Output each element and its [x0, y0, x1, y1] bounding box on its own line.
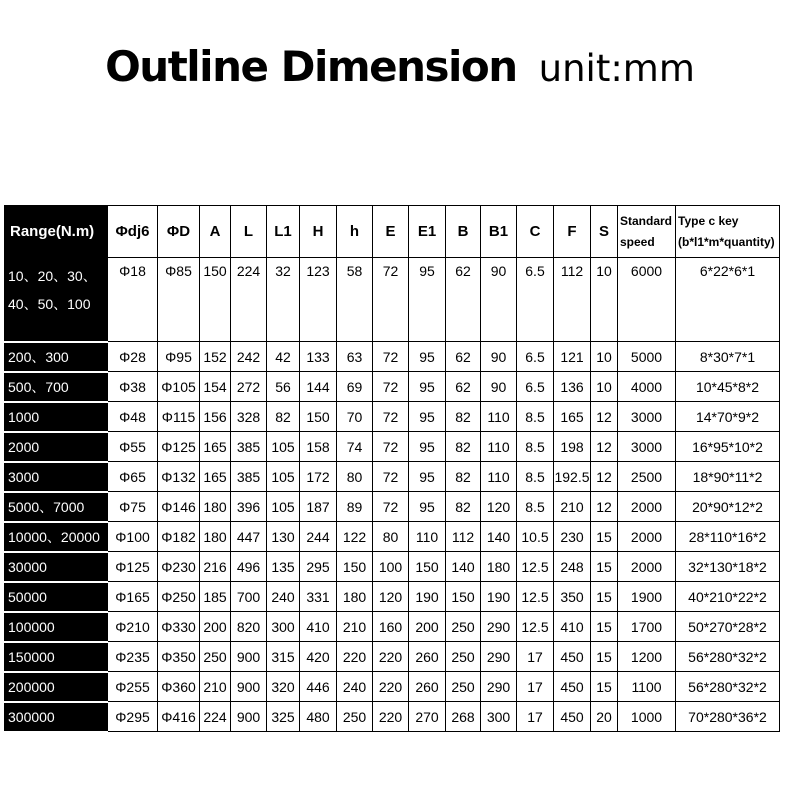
- table-cell: 216: [200, 552, 231, 582]
- table-cell: 165: [200, 432, 231, 462]
- table-cell: 165: [200, 462, 231, 492]
- table-cell: 410: [300, 612, 337, 642]
- header-cell: A: [200, 206, 231, 258]
- table-cell: 82: [446, 492, 481, 522]
- dimension-table: [4, 205, 780, 733]
- table-cell: 10: [591, 342, 618, 372]
- table-cell: 6000: [618, 258, 676, 342]
- table-cell: 112: [446, 522, 481, 552]
- table-cell: 56*280*32*2: [676, 642, 780, 672]
- table-cell: 328: [231, 402, 267, 432]
- table-cell: 260: [409, 672, 446, 702]
- table-cell: 72: [373, 372, 409, 402]
- table-cell: 100: [373, 552, 409, 582]
- table-cell: 2000: [618, 552, 676, 582]
- table-cell: 80: [373, 522, 409, 552]
- table-cell: 110: [481, 462, 517, 492]
- table-cell: 8.5: [517, 402, 554, 432]
- range-cell: 200、300: [5, 342, 108, 372]
- range-cell: 500、700: [5, 372, 108, 402]
- table-cell: 15: [591, 522, 618, 552]
- table-cell: 12: [591, 402, 618, 432]
- table-cell: 6.5: [517, 342, 554, 372]
- header-cell: B1: [481, 206, 517, 258]
- table-cell: 700: [231, 582, 267, 612]
- table-cell: 820: [231, 612, 267, 642]
- range-cell: 5000、7000: [5, 492, 108, 522]
- table-cell: 136: [554, 372, 591, 402]
- table-row: [5, 702, 780, 732]
- table-cell: 268: [446, 702, 481, 732]
- table-cell: 8.5: [517, 432, 554, 462]
- table-cell: 120: [373, 582, 409, 612]
- header-cell: E1: [409, 206, 446, 258]
- table-cell: Φ115: [158, 402, 200, 432]
- table-cell: 17: [517, 702, 554, 732]
- table-cell: 140: [481, 522, 517, 552]
- table-cell: 295: [300, 552, 337, 582]
- table-cell: 90: [481, 342, 517, 372]
- header-cell: L: [231, 206, 267, 258]
- header-cell: ΦD: [158, 206, 200, 258]
- table-cell: 10: [591, 372, 618, 402]
- table-cell: 15: [591, 552, 618, 582]
- table-cell: 185: [200, 582, 231, 612]
- table-cell: 8.5: [517, 462, 554, 492]
- table-cell: 240: [267, 582, 300, 612]
- header-cell: B: [446, 206, 481, 258]
- table-cell: 8*30*7*1: [676, 342, 780, 372]
- table-cell: 82: [267, 402, 300, 432]
- table-cell: 95: [409, 432, 446, 462]
- table-cell: 69: [337, 372, 373, 402]
- table-cell: 58: [337, 258, 373, 342]
- table-cell: 165: [554, 402, 591, 432]
- table-cell: 15: [591, 612, 618, 642]
- table-cell: 72: [373, 402, 409, 432]
- table-cell: 10.5: [517, 522, 554, 552]
- header-speed-line1: Standard: [620, 213, 673, 228]
- table-cell: 150: [409, 552, 446, 582]
- table-row: [5, 462, 780, 492]
- table-cell: 12: [591, 492, 618, 522]
- table-cell: 80: [337, 462, 373, 492]
- table-cell: 32: [267, 258, 300, 342]
- header-cell: S: [591, 206, 618, 258]
- table-cell: Φ55: [108, 432, 158, 462]
- table-cell: Φ132: [158, 462, 200, 492]
- table-cell: 72: [373, 462, 409, 492]
- table-cell: 158: [300, 432, 337, 462]
- table-body: [5, 258, 780, 732]
- table-cell: 105: [267, 492, 300, 522]
- table-cell: 220: [337, 642, 373, 672]
- table-cell: Φ165: [108, 582, 158, 612]
- table-cell: 12.5: [517, 552, 554, 582]
- table-cell: 350: [554, 582, 591, 612]
- table-cell: 420: [300, 642, 337, 672]
- table-cell: 150: [200, 258, 231, 342]
- table-cell: 210: [337, 612, 373, 642]
- table-cell: 17: [517, 672, 554, 702]
- table-cell: 12.5: [517, 582, 554, 612]
- table-row: [5, 582, 780, 612]
- table-cell: 6*22*6*1: [676, 258, 780, 342]
- table-cell: 331: [300, 582, 337, 612]
- table-cell: 6.5: [517, 258, 554, 342]
- table-cell: 290: [481, 672, 517, 702]
- table-cell: Φ95: [158, 342, 200, 372]
- table-cell: 190: [481, 582, 517, 612]
- table-cell: 446: [300, 672, 337, 702]
- table-cell: 385: [231, 432, 267, 462]
- table-cell: Φ210: [108, 612, 158, 642]
- table-cell: 900: [231, 642, 267, 672]
- table-cell: 160: [373, 612, 409, 642]
- table-cell: 63: [337, 342, 373, 372]
- table-cell: 300: [267, 612, 300, 642]
- table-cell: 17: [517, 642, 554, 672]
- table-cell: 325: [267, 702, 300, 732]
- header-cell: E: [373, 206, 409, 258]
- table-cell: 496: [231, 552, 267, 582]
- table-cell: Φ235: [108, 642, 158, 672]
- table-cell: Φ360: [158, 672, 200, 702]
- table-cell: 230: [554, 522, 591, 552]
- table-cell: 82: [446, 462, 481, 492]
- table-cell: 210: [200, 672, 231, 702]
- table-cell: 12: [591, 462, 618, 492]
- table-cell: 156: [200, 402, 231, 432]
- table-cell: 450: [554, 702, 591, 732]
- table-cell: 2000: [618, 522, 676, 552]
- table-cell: Φ48: [108, 402, 158, 432]
- table-cell: Φ330: [158, 612, 200, 642]
- header-key-line2: (b*l1*m*quantity): [678, 234, 775, 249]
- table-cell: 70: [337, 402, 373, 432]
- table-cell: Φ65: [108, 462, 158, 492]
- table-cell: 32*130*18*2: [676, 552, 780, 582]
- table-cell: 250: [446, 642, 481, 672]
- table-cell: 89: [337, 492, 373, 522]
- table-cell: 150: [300, 402, 337, 432]
- header-cell: H: [300, 206, 337, 258]
- table-cell: 220: [373, 642, 409, 672]
- range-cell: 50000: [5, 582, 108, 612]
- table-cell: 154: [200, 372, 231, 402]
- table-cell: 172: [300, 462, 337, 492]
- table-cell: 28*110*16*2: [676, 522, 780, 552]
- table-cell: 50*270*28*2: [676, 612, 780, 642]
- table-cell: Φ350: [158, 642, 200, 672]
- table-cell: 62: [446, 372, 481, 402]
- table-cell: 62: [446, 258, 481, 342]
- table-cell: 14*70*9*2: [676, 402, 780, 432]
- table-cell: 12.5: [517, 612, 554, 642]
- table-cell: 447: [231, 522, 267, 552]
- table-cell: 250: [337, 702, 373, 732]
- table-cell: 2000: [618, 492, 676, 522]
- table-cell: 250: [200, 642, 231, 672]
- header-cell: h: [337, 206, 373, 258]
- table-cell: 244: [300, 522, 337, 552]
- table-cell: 15: [591, 672, 618, 702]
- header-range: Range(N.m): [5, 206, 108, 258]
- table-cell: 42: [267, 342, 300, 372]
- table-row: [5, 552, 780, 582]
- table-cell: 224: [200, 702, 231, 732]
- table-cell: 150: [337, 552, 373, 582]
- range-cell: 150000: [5, 642, 108, 672]
- table-cell: 242: [231, 342, 267, 372]
- table-cell: 110: [481, 432, 517, 462]
- table-cell: 90: [481, 372, 517, 402]
- page-title: [0, 42, 800, 91]
- table-row: [5, 492, 780, 522]
- table-cell: 72: [373, 258, 409, 342]
- table-cell: 6.5: [517, 372, 554, 402]
- table-cell: 270: [409, 702, 446, 732]
- table-cell: 272: [231, 372, 267, 402]
- table-cell: 16*95*10*2: [676, 432, 780, 462]
- range-cell: 300000: [5, 702, 108, 732]
- range-cell: 10、20、30、40、50、100: [5, 258, 108, 342]
- header-key-line1: Type c key: [678, 213, 739, 228]
- table-cell: 250: [446, 612, 481, 642]
- table-cell: Φ295: [108, 702, 158, 732]
- table-row: [5, 432, 780, 462]
- table-cell: 450: [554, 672, 591, 702]
- table-cell: 900: [231, 702, 267, 732]
- table-cell: 72: [373, 492, 409, 522]
- table-cell: 900: [231, 672, 267, 702]
- table-cell: 320: [267, 672, 300, 702]
- table-cell: 385: [231, 462, 267, 492]
- table-cell: 82: [446, 402, 481, 432]
- unit-label: unit:mm: [538, 47, 695, 90]
- table-cell: 40*210*22*2: [676, 582, 780, 612]
- table-cell: 74: [337, 432, 373, 462]
- table-cell: 95: [409, 402, 446, 432]
- table-cell: 1200: [618, 642, 676, 672]
- table-cell: 133: [300, 342, 337, 372]
- table-cell: 140: [446, 552, 481, 582]
- table-cell: 95: [409, 462, 446, 492]
- table-cell: 248: [554, 552, 591, 582]
- table-cell: 70*280*36*2: [676, 702, 780, 732]
- table-cell: 130: [267, 522, 300, 552]
- table-cell: 190: [409, 582, 446, 612]
- table-cell: 20*90*12*2: [676, 492, 780, 522]
- table-row: [5, 258, 780, 342]
- table-cell: 315: [267, 642, 300, 672]
- table-cell: 152: [200, 342, 231, 372]
- table-cell: 95: [409, 492, 446, 522]
- range-cell: 1000: [5, 402, 108, 432]
- table-cell: 72: [373, 342, 409, 372]
- table-row: [5, 522, 780, 552]
- table-cell: Φ146: [158, 492, 200, 522]
- table-cell: 240: [337, 672, 373, 702]
- table-cell: 224: [231, 258, 267, 342]
- table-cell: 122: [337, 522, 373, 552]
- header-cell: L1: [267, 206, 300, 258]
- table-cell: Φ38: [108, 372, 158, 402]
- table-cell: 200: [200, 612, 231, 642]
- table-row: [5, 342, 780, 372]
- table-cell: 95: [409, 342, 446, 372]
- header-cell: Φdj6: [108, 206, 158, 258]
- table-cell: Φ255: [108, 672, 158, 702]
- table-row: [5, 612, 780, 642]
- table-cell: 15: [591, 582, 618, 612]
- header-row: [5, 206, 780, 258]
- table-cell: 8.5: [517, 492, 554, 522]
- table-cell: 260: [409, 642, 446, 672]
- table-cell: 56: [267, 372, 300, 402]
- range-cell: 3000: [5, 462, 108, 492]
- table-cell: 56*280*32*2: [676, 672, 780, 702]
- table-cell: 110: [481, 402, 517, 432]
- table-cell: Φ125: [108, 552, 158, 582]
- range-cell: 2000: [5, 432, 108, 462]
- table-cell: 95: [409, 372, 446, 402]
- table-cell: 15: [591, 642, 618, 672]
- table-row: [5, 402, 780, 432]
- table-cell: 396: [231, 492, 267, 522]
- table-cell: 290: [481, 642, 517, 672]
- table-cell: 18*90*11*2: [676, 462, 780, 492]
- table-cell: 110: [409, 522, 446, 552]
- table-cell: 20: [591, 702, 618, 732]
- table-cell: 200: [409, 612, 446, 642]
- table-cell: 120: [481, 492, 517, 522]
- table-cell: Φ416: [158, 702, 200, 732]
- table-cell: Φ18: [108, 258, 158, 342]
- table-cell: Φ100: [108, 522, 158, 552]
- table-cell: 180: [337, 582, 373, 612]
- table-cell: 150: [446, 582, 481, 612]
- table-cell: Φ85: [158, 258, 200, 342]
- table-cell: 144: [300, 372, 337, 402]
- table-cell: 112: [554, 258, 591, 342]
- table-cell: 95: [409, 258, 446, 342]
- table-cell: 10*45*8*2: [676, 372, 780, 402]
- table-cell: 62: [446, 342, 481, 372]
- table-cell: 72: [373, 432, 409, 462]
- table-cell: 1100: [618, 672, 676, 702]
- table-cell: 198: [554, 432, 591, 462]
- table-cell: 5000: [618, 342, 676, 372]
- table-cell: 3000: [618, 402, 676, 432]
- table-cell: 2500: [618, 462, 676, 492]
- table-cell: 4000: [618, 372, 676, 402]
- table-row: [5, 372, 780, 402]
- table-cell: 82: [446, 432, 481, 462]
- header-speed-line2: speed: [620, 234, 655, 249]
- table-cell: 1700: [618, 612, 676, 642]
- table-cell: 3000: [618, 432, 676, 462]
- title-text: Outline Dimension: [105, 42, 517, 91]
- range-cell: 100000: [5, 612, 108, 642]
- table-cell: 1900: [618, 582, 676, 612]
- header-key: [676, 206, 780, 258]
- table-cell: 300: [481, 702, 517, 732]
- table-cell: 480: [300, 702, 337, 732]
- table-cell: 410: [554, 612, 591, 642]
- table-cell: 180: [200, 492, 231, 522]
- table-cell: 123: [300, 258, 337, 342]
- table-row: [5, 642, 780, 672]
- range-cell: 200000: [5, 672, 108, 702]
- table-cell: 105: [267, 432, 300, 462]
- table-cell: 180: [200, 522, 231, 552]
- table-cell: 10: [591, 258, 618, 342]
- table-cell: 250: [446, 672, 481, 702]
- table-cell: 187: [300, 492, 337, 522]
- table-cell: 90: [481, 258, 517, 342]
- table-cell: 12: [591, 432, 618, 462]
- header-cell: C: [517, 206, 554, 258]
- table-cell: 210: [554, 492, 591, 522]
- table-cell: Φ182: [158, 522, 200, 552]
- range-cell: 30000: [5, 552, 108, 582]
- range-cell: 10000、20000: [5, 522, 108, 552]
- table-cell: 180: [481, 552, 517, 582]
- table-cell: Φ125: [158, 432, 200, 462]
- table-cell: 450: [554, 642, 591, 672]
- table-cell: Φ250: [158, 582, 200, 612]
- table-cell: Φ75: [108, 492, 158, 522]
- table-cell: Φ28: [108, 342, 158, 372]
- table-cell: 192.5: [554, 462, 591, 492]
- header-speed: [618, 206, 676, 258]
- table-cell: 220: [373, 672, 409, 702]
- table-cell: 135: [267, 552, 300, 582]
- table-cell: Φ105: [158, 372, 200, 402]
- table-cell: Φ230: [158, 552, 200, 582]
- table-cell: 1000: [618, 702, 676, 732]
- table-cell: 121: [554, 342, 591, 372]
- table-cell: 220: [373, 702, 409, 732]
- table-cell: 290: [481, 612, 517, 642]
- table-row: [5, 672, 780, 702]
- header-cell: F: [554, 206, 591, 258]
- table-cell: 105: [267, 462, 300, 492]
